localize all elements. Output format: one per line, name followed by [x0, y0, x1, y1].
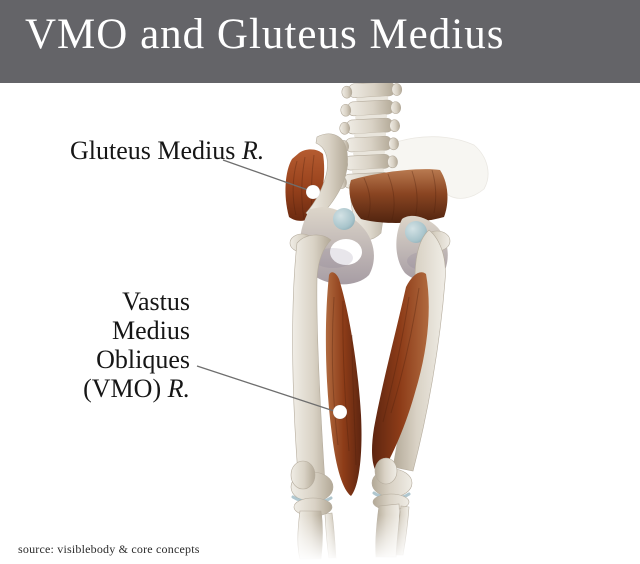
marker-dot-gluteus [306, 185, 320, 199]
label-vmo-line-3: Obliques [96, 345, 190, 374]
page-title: VMO and Gluteus Medius [25, 11, 505, 58]
label-vmo-line-2: Medius [112, 316, 190, 345]
source-credit: source: visiblebody & core concepts [18, 542, 200, 556]
label-gluteus-medius [70, 136, 264, 165]
title-bar [0, 0, 640, 83]
label-gluteus-text: Gluteus Medius [70, 136, 236, 165]
label-vmo [83, 287, 190, 403]
label-vmo-line-1: Vastus [122, 287, 190, 316]
vmo-left-muscle [326, 272, 362, 496]
label-vmo-side-italic: R. [167, 374, 190, 403]
label-vmo-line-4: (VMO) R. [83, 374, 190, 403]
marker-dot-vmo [333, 405, 347, 419]
gluteus-medius-right-muscle [349, 169, 447, 223]
label-gluteus-side-italic: R. [241, 136, 265, 165]
knee-left [291, 461, 333, 516]
